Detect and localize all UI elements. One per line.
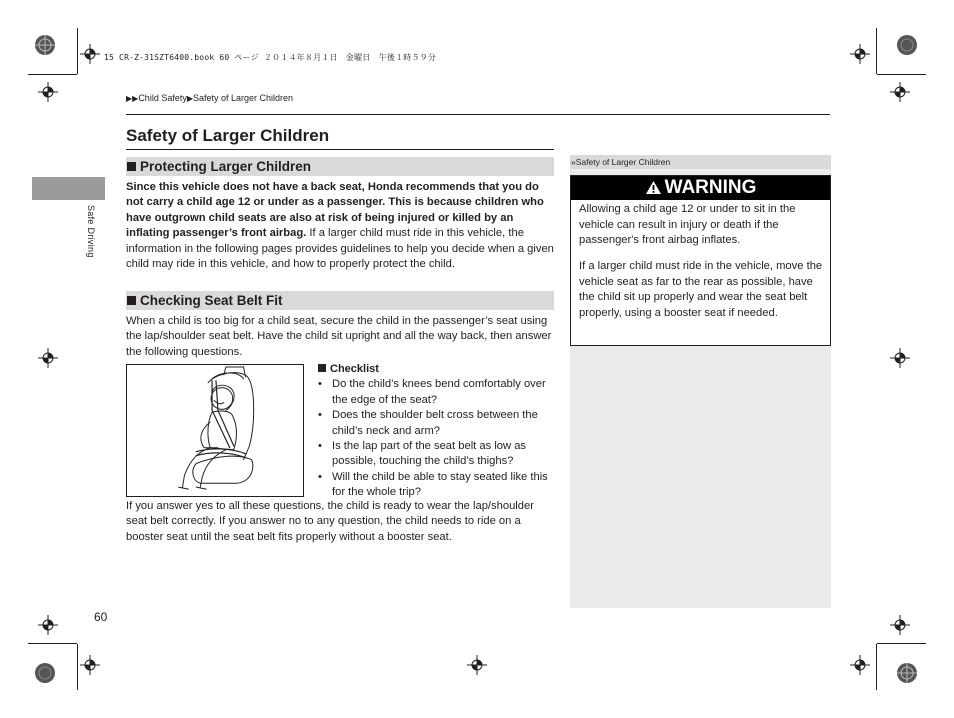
checklist-title: Checklist <box>330 363 379 375</box>
crop-line <box>876 28 877 74</box>
chapter-tab <box>32 177 105 200</box>
chapter-label: Safe Driving <box>86 205 96 258</box>
color-target-icon <box>896 662 918 684</box>
section2-outro: If you answer yes to all these questions, the child is ready to wear the lap/shoulder seat belt correctly. If you answer no to any question, the child needs to ride on a booster seat until the seat belt fits properly without a booster seat. <box>126 500 534 543</box>
registration-mark-icon <box>38 348 58 368</box>
section1-paragraph <box>126 180 556 272</box>
section-heading-text: Protecting Larger Children <box>140 159 312 174</box>
checklist <box>318 362 554 501</box>
color-target-icon <box>34 34 56 56</box>
registration-mark-icon <box>890 615 910 635</box>
registration-mark-icon <box>890 82 910 102</box>
header-rule <box>126 114 830 115</box>
section-heading-text: Checking Seat Belt Fit <box>140 293 283 308</box>
section2-intro: When a child is too big for a child seat, secure the child in the passenger’s seat using the lap/shoulder seat belt. Have the child sit upright and all the way back, then answer the following questions. <box>126 315 552 358</box>
reference-label: Safety of Larger Children <box>575 157 671 167</box>
checklist-item: • Do the child’s knees bend comfortably over the edge of the seat? <box>318 377 554 408</box>
crop-line <box>876 644 877 690</box>
breadcrumb-item-child-safety[interactable]: Child Safety <box>138 93 187 103</box>
color-target-icon <box>34 662 56 684</box>
crop-line <box>77 28 78 74</box>
warning-paragraph-1: Allowing a child age 12 or under to sit in the vehicle can result in injury or death if the passenger's front airbag inflates. <box>579 203 796 247</box>
warning-header <box>571 176 830 200</box>
crop-line <box>77 644 78 690</box>
crop-line <box>877 643 926 644</box>
registration-mark-icon <box>38 82 58 102</box>
section-heading-seat-belt-fit <box>126 291 554 310</box>
reference-arrow-icon: » <box>571 157 576 167</box>
square-bullet-icon <box>127 162 136 171</box>
crop-line <box>877 74 926 75</box>
registration-mark-icon <box>850 655 870 675</box>
child-in-seat-illustration <box>126 364 304 497</box>
registration-mark-icon <box>467 655 487 675</box>
registration-mark-icon <box>80 655 100 675</box>
warning-box <box>570 175 831 346</box>
page-title: Safety of Larger Children <box>126 126 330 145</box>
registration-mark-icon <box>38 615 58 635</box>
breadcrumb <box>126 93 293 103</box>
square-bullet-icon <box>318 364 326 372</box>
breadcrumb-item-safety-of-larger-children[interactable]: Safety of Larger Children <box>193 93 294 103</box>
section-heading-protecting <box>126 157 554 176</box>
square-bullet-icon <box>127 296 136 305</box>
warning-paragraph-2: If a larger child must ride in the vehicle, move the vehicle seat as far to the rear as possible, have the child sit up properly and wear the seat belt properly, using a booster seat if needed. <box>579 260 823 319</box>
color-target-icon <box>896 34 918 56</box>
registration-mark-icon <box>80 44 100 64</box>
book-info-header: 15 CR-Z-31SZT6400.book 60 ページ ２０１４年８月１日 金曜日 午後１時５９分 <box>104 53 437 62</box>
registration-mark-icon <box>850 44 870 64</box>
warning-triangle-icon <box>645 178 662 202</box>
crop-line <box>28 74 77 75</box>
crop-line <box>28 643 77 644</box>
title-rule <box>126 149 554 150</box>
checklist-item: • Does the shoulder belt cross between the child’s neck and arm? <box>318 408 554 439</box>
sidebar-note-reference[interactable] <box>570 155 831 169</box>
checklist-item: • Is the lap part of the seat belt as low as possible, touching the child’s thighs? <box>318 439 554 470</box>
warning-label: WARNING <box>664 177 757 198</box>
section1-bold-text: Since this vehicle does not have a back seat, Honda recommends that you do not carry a child age 12 or under as a passenger. This is because children who have outgrown child seats are also at risk of being injured or killed by an inflating passenger’s front airbag. <box>126 181 544 240</box>
page-number: 60 <box>94 610 108 624</box>
checklist-item: • Will the child be able to stay seated like this for the whole trip? <box>318 470 554 501</box>
breadcrumb-separator-icon: ▶ <box>186 94 193 103</box>
checklist-heading <box>318 362 554 377</box>
breadcrumb-arrows-icon: ▶▶ <box>126 94 139 103</box>
checklist-items <box>318 377 554 500</box>
section1-text: If a larger child must ride in this vehicle, the information in the following pages provides guidelines to help you decide when a given child may ride in this vehicle, and how to properly protect the child. <box>126 227 554 271</box>
registration-mark-icon <box>890 348 910 368</box>
